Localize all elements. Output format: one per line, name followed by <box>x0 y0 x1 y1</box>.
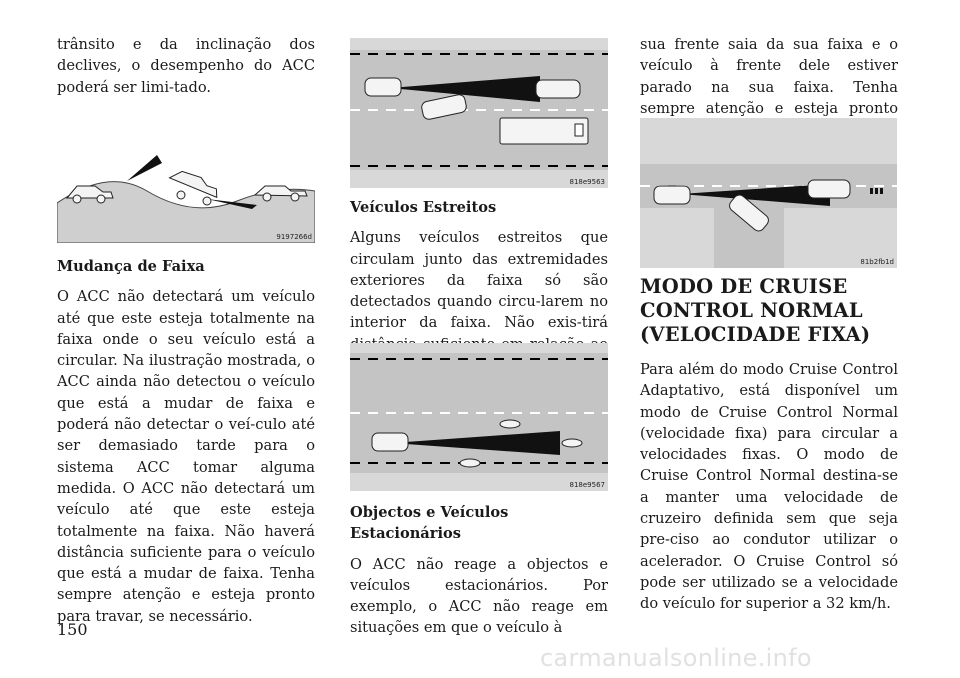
figure-code: 818e9567 <box>569 481 605 489</box>
figure-code: 81b2fb1d <box>860 258 894 266</box>
road-motorcycles-illustration <box>350 343 608 491</box>
narrow-vehicles-paragraph: Alguns veículos estreitos que circulam junto das extremidades exteriores da faixa só são detectados quando circu-larem no interior da faixa. Não exis-tirá <box>350 229 608 332</box>
intersection-illustration <box>640 118 897 268</box>
stationary-objects-paragraph: O ACC não reage a objectos e veículos estacionários. Por exemplo, o ACC não reage em situações em que o veículo à <box>350 555 608 637</box>
subheading-stationary-objects: Objectos e Veículos Estacionários <box>350 504 509 543</box>
figure-code: 9197266d <box>276 233 312 241</box>
section-heading: MODO DE CRUISE CONTROL NORMAL (VELOCIDADE FIXA) <box>640 275 871 346</box>
figure-code: 818e9563 <box>569 178 605 186</box>
continued-paragraph: sua frente saia da sua faixa e o veículo à frente dele estiver parado na sua faixa. Tenha sempre atenção e esteja pronto <box>640 36 898 117</box>
road-truck-illustration <box>350 38 608 188</box>
lane-change-section <box>57 256 315 627</box>
column-1 <box>57 34 315 98</box>
hill-illustration <box>57 143 315 243</box>
subheading-narrow-vehicles: Veículos Estreitos <box>350 199 497 216</box>
subheading-lane-change: Mudança de Faixa <box>57 258 205 275</box>
intro-paragraph: trânsito e da inclinação dos declives, o desempenho do ACC poderá ser limi-tado. <box>57 36 315 96</box>
stationary-objects-section <box>350 502 608 639</box>
lane-change-paragraph: O ACC não detectará um veículo até que este esteja totalmente na faixa onde o seu veículo está a circular. Na ilustração mostrada, o ACC ainda não detectou o veículo que está a mudar de faixa e poderá não detectar o veí-culo até ser demasiado tarde para o sistema ACC tomar alguma medida. O ACC não detectará um veículo até que este esteja totalmente na faixa. Não haverá distância suficiente para o veículo que está a mudar de faixa. Tenha sempre atenção e esteja pronto para travar, se necessário. <box>57 288 315 625</box>
page-number: 150 <box>57 620 88 639</box>
normal-cruise-paragraph: Para além do modo Cruise Control Adaptativo, está disponível um modo de Cruise Control Normal (velocidade fixa) para circular a velocidades fixas. O modo de Cruise Control Normal destina-se a manter uma velocidade de cruzeiro definida sem que seja pre-ciso ao condutor utilizar o acelerador. O Cruise Control só pode ser utilizado se a velocidade do veículo for superior a 32 km/h. <box>640 361 898 613</box>
normal-cruise-section <box>640 275 898 615</box>
watermark: carmanualsonline.info <box>540 644 812 672</box>
